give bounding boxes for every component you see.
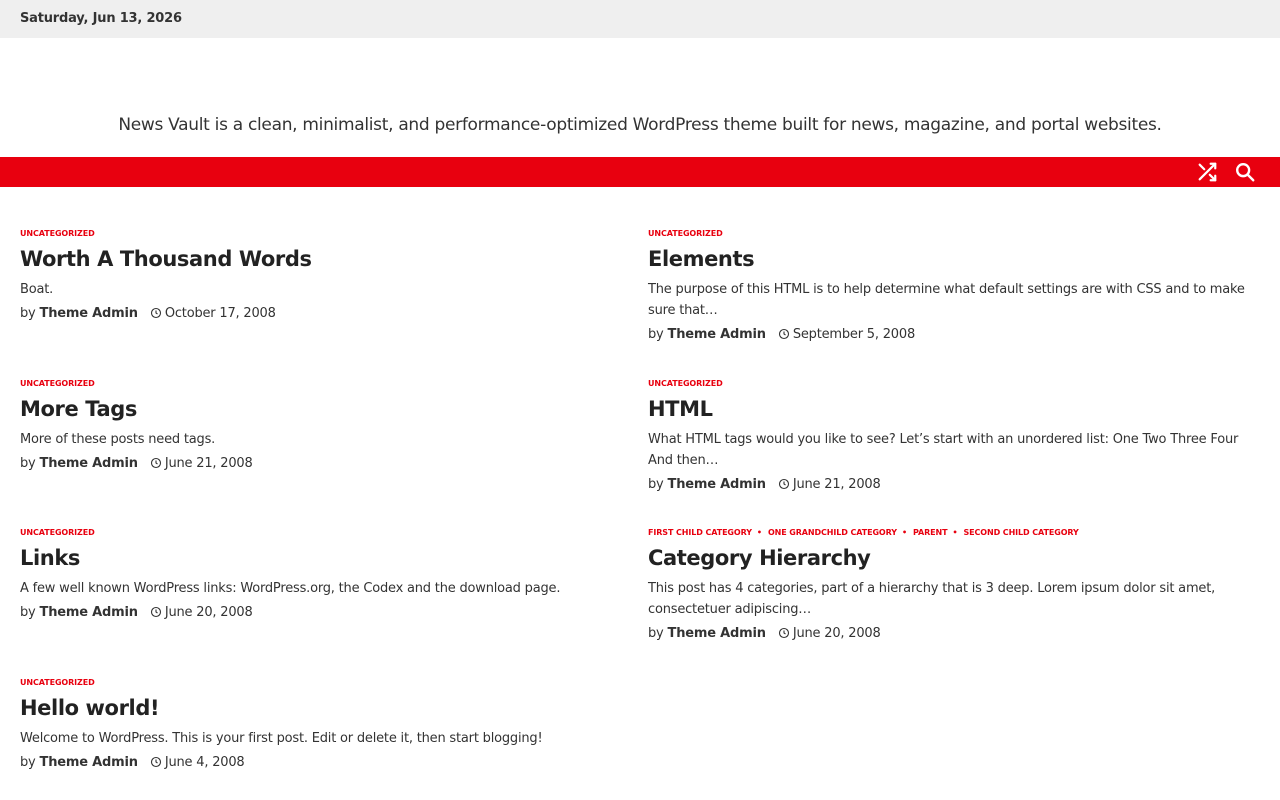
post-card [648, 528, 1258, 644]
post-categories [648, 528, 1258, 537]
post-author[interactable]: Theme Admin [39, 754, 138, 770]
clock-icon [150, 606, 162, 618]
post-author[interactable]: Theme Admin [667, 625, 766, 641]
top-bar [0, 0, 1280, 38]
category-link[interactable]: UNCATEGORIZED [648, 229, 723, 238]
clock-icon [778, 478, 790, 490]
post-excerpt: What HTML tags would you like to see? Let’s start with an unordered list: One Two Three Four And then… [648, 432, 1239, 468]
post-meta [20, 302, 630, 324]
clock-icon [150, 307, 162, 319]
post-excerpt: More of these posts need tags. [20, 432, 216, 447]
post-date[interactable]: June 21, 2008 [792, 476, 881, 492]
post-card [20, 678, 630, 773]
post-author[interactable]: Theme Admin [667, 476, 766, 492]
post-date[interactable]: June 20, 2008 [792, 625, 881, 641]
post-title[interactable]: More Tags [20, 397, 137, 421]
post-author[interactable]: Theme Admin [39, 604, 138, 620]
current-date: Saturday, Jun 13, 2026 [20, 11, 182, 26]
category-link[interactable]: UNCATEGORIZED [20, 379, 95, 388]
clock-icon [778, 328, 790, 340]
post-title[interactable]: Category Hierarchy [648, 546, 871, 570]
post-title[interactable]: Hello world! [20, 696, 160, 720]
post-card [648, 379, 1258, 495]
post-date[interactable]: June 21, 2008 [164, 455, 253, 471]
post-excerpt: This post has 4 categories, part of a hierarchy that is 3 deep. Lorem ipsum dolor sit amet, consectetuer adipiscing… [648, 581, 1216, 617]
post-date[interactable]: June 20, 2008 [164, 604, 253, 620]
post-card [20, 379, 630, 474]
post-categories [20, 229, 630, 238]
by-label: by [20, 604, 36, 620]
post-author[interactable]: Theme Admin [39, 455, 138, 471]
post-title[interactable]: Links [20, 546, 80, 570]
category-link[interactable]: UNCATEGORIZED [20, 229, 95, 238]
post-author[interactable]: Theme Admin [667, 326, 766, 342]
post-date[interactable]: June 4, 2008 [164, 754, 245, 770]
post-date[interactable]: October 17, 2008 [164, 305, 276, 321]
primary-nav-bar [0, 157, 1280, 187]
post-excerpt: Welcome to WordPress. This is your first post. Edit or delete it, then start blogging! [20, 731, 543, 746]
post-categories [20, 379, 630, 388]
post-categories [20, 528, 630, 537]
clock-icon [150, 457, 162, 469]
site-tagline: News Vault is a clean, minimalist, and performance-optimized WordPress theme built for news, magazine, and portal websites. [118, 115, 1162, 135]
by-label: by [648, 476, 664, 492]
by-label: by [20, 754, 36, 770]
post-title[interactable]: Elements [648, 247, 755, 271]
post-meta [648, 323, 1258, 345]
post-title[interactable]: HTML [648, 397, 713, 421]
post-date[interactable]: September 5, 2008 [792, 326, 916, 342]
post-meta [20, 751, 630, 773]
post-meta [20, 601, 630, 623]
post-excerpt: Boat. [20, 282, 54, 297]
by-label: by [648, 326, 664, 342]
shuffle-icon[interactable] [1196, 161, 1218, 183]
by-label: by [648, 625, 664, 641]
clock-icon [150, 756, 162, 768]
post-categories [20, 678, 630, 687]
post-meta [648, 473, 1258, 495]
post-card [20, 528, 630, 623]
category-link[interactable]: SECOND CHILD CATEGORY [963, 528, 1079, 537]
post-meta [648, 622, 1258, 644]
category-separator: • [952, 528, 958, 537]
category-link[interactable]: PARENT [912, 528, 948, 537]
by-label: by [20, 455, 36, 471]
category-separator: • [901, 528, 907, 537]
category-link[interactable]: ONE GRANDCHILD CATEGORY [767, 528, 897, 537]
clock-icon [778, 627, 790, 639]
by-label: by [20, 305, 36, 321]
post-meta [20, 452, 630, 474]
category-link[interactable]: UNCATEGORIZED [20, 678, 95, 687]
post-categories [648, 379, 1258, 388]
post-card [20, 229, 630, 324]
post-card [648, 229, 1258, 345]
category-separator: • [756, 528, 762, 537]
post-author[interactable]: Theme Admin [39, 305, 138, 321]
post-excerpt: A few well known WordPress links: WordPress.org, the Codex and the download page. [20, 581, 561, 596]
search-icon[interactable] [1234, 161, 1256, 183]
post-title[interactable]: Worth A Thousand Words [20, 247, 312, 271]
post-categories [648, 229, 1258, 238]
category-link[interactable]: UNCATEGORIZED [648, 379, 723, 388]
post-excerpt: The purpose of this HTML is to help determine what default settings are with CSS and to make sure that… [648, 282, 1245, 318]
category-link[interactable]: UNCATEGORIZED [20, 528, 95, 537]
category-link[interactable]: FIRST CHILD CATEGORY [648, 528, 752, 537]
